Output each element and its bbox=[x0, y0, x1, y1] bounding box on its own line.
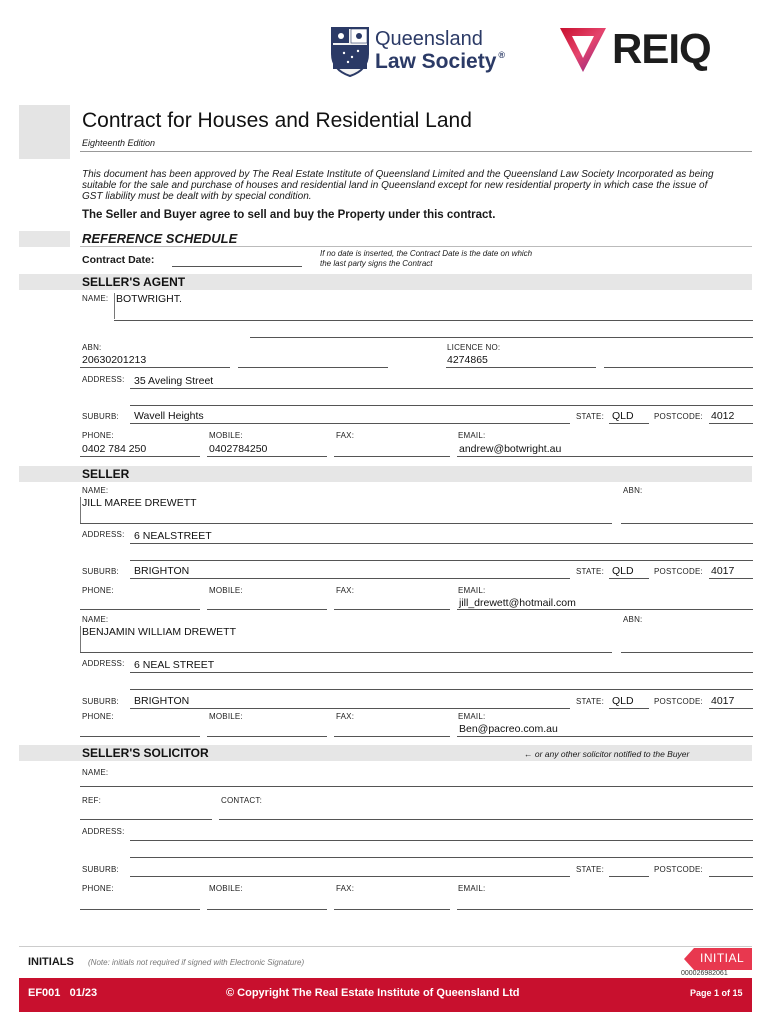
agent-name-label: NAME: bbox=[82, 294, 109, 303]
seller1-state-field[interactable]: QLD bbox=[612, 565, 634, 577]
agent-postcode-field[interactable]: 4012 bbox=[711, 410, 735, 422]
seller1-suburb-field[interactable]: BRIGHTON bbox=[134, 565, 190, 577]
seller1-name-bracket bbox=[80, 497, 81, 523]
document-id: 000026982061 bbox=[681, 970, 728, 977]
agent-state-line bbox=[609, 423, 649, 424]
agent-phone-label: PHONE: bbox=[82, 431, 114, 440]
form-code bbox=[28, 987, 97, 999]
contract-date-field[interactable] bbox=[172, 250, 302, 267]
agent-address-label: ADDRESS: bbox=[82, 375, 125, 384]
seller1-postcode-line bbox=[709, 578, 753, 579]
contract-date-note: If no date is inserted, the Contract Date is the date on which the last party signs the Contract bbox=[320, 249, 533, 268]
solicitor-title: SELLER'S SOLICITOR bbox=[82, 746, 209, 760]
agent-extra-line bbox=[250, 337, 753, 338]
seller2-fax-label: FAX: bbox=[336, 712, 355, 721]
seller2-email-line bbox=[457, 736, 753, 737]
agent-suburb-line bbox=[130, 423, 570, 424]
seller2-phone-line bbox=[80, 736, 200, 737]
qls-registered-mark: ® bbox=[498, 50, 506, 60]
agent-address-line bbox=[130, 388, 753, 389]
seller2-suburb-field[interactable]: BRIGHTON bbox=[134, 695, 190, 707]
seller2-name-label: NAME: bbox=[82, 615, 109, 624]
seller2-email-field[interactable]: Ben@pacreo.com.au bbox=[459, 723, 558, 735]
solicitor-contact-line bbox=[219, 819, 753, 820]
seller1-postcode-field[interactable]: 4017 bbox=[711, 565, 735, 577]
seller1-email-label: EMAIL: bbox=[458, 586, 486, 595]
seller1-mobile-line bbox=[207, 609, 327, 610]
seller1-email-field[interactable]: jill_drewett@hotmail.com bbox=[459, 597, 576, 609]
agent-address-line2 bbox=[130, 405, 753, 406]
seller1-suburb-line bbox=[130, 578, 570, 579]
agent-mobile-label: MOBILE: bbox=[209, 431, 243, 440]
seller2-name-field[interactable]: BENJAMIN WILLIAM DREWETT bbox=[82, 626, 237, 638]
solicitor-phone-label: PHONE: bbox=[82, 884, 114, 893]
agent-name-bracket bbox=[114, 293, 115, 319]
reiq-logo bbox=[558, 24, 758, 74]
sellers-agent-title: SELLER'S AGENT bbox=[82, 275, 186, 289]
seller1-name-label: NAME: bbox=[82, 486, 109, 495]
seller2-abn-label: ABN: bbox=[623, 615, 643, 624]
solicitor-email-label: EMAIL: bbox=[458, 884, 486, 893]
qls-name-line2 bbox=[375, 50, 505, 74]
seller2-state-line bbox=[609, 708, 649, 709]
seller2-postcode-label: POSTCODE: bbox=[654, 697, 703, 706]
qls-name-line1: Queensland bbox=[375, 28, 483, 50]
agree-text: The Seller and Buyer agree to sell and buy the Property under this contract. bbox=[82, 209, 496, 221]
seller2-state-label: STATE: bbox=[576, 697, 605, 706]
form-code-text: EF001 bbox=[28, 987, 61, 999]
agent-postcode-label: POSTCODE: bbox=[654, 412, 703, 421]
solicitor-mobile-label: MOBILE: bbox=[209, 884, 243, 893]
seller2-abn-line bbox=[621, 652, 753, 653]
agent-suburb-label: SUBURB: bbox=[82, 412, 119, 421]
seller1-abn-line bbox=[621, 523, 753, 524]
seller1-address-line bbox=[130, 543, 753, 544]
solicitor-suburb-label: SUBURB: bbox=[82, 865, 119, 874]
seller2-address-line bbox=[130, 672, 753, 673]
agent-suburb-field[interactable]: Wavell Heights bbox=[134, 410, 204, 422]
agent-mobile-field[interactable]: 0402784250 bbox=[209, 443, 268, 455]
seller1-suburb-label: SUBURB: bbox=[82, 567, 119, 576]
seller2-mobile-label: MOBILE: bbox=[209, 712, 243, 721]
initials-top-rule bbox=[19, 946, 752, 947]
solicitor-state-label: STATE: bbox=[576, 865, 605, 874]
qls-name-line2-text: Law Society bbox=[375, 50, 497, 73]
agent-fax-label: FAX: bbox=[336, 431, 355, 440]
seller1-email-line bbox=[457, 609, 753, 610]
solicitor-address-line bbox=[130, 840, 753, 841]
agent-state-label: STATE: bbox=[576, 412, 605, 421]
reference-bar bbox=[19, 231, 70, 247]
agent-abn-label: ABN: bbox=[82, 343, 102, 352]
seller1-abn-label: ABN: bbox=[623, 486, 643, 495]
title-side-bar bbox=[19, 105, 70, 159]
seller2-suburb-line bbox=[130, 708, 570, 709]
seller2-email-label: EMAIL: bbox=[458, 712, 486, 721]
edition-label: Eighteenth Edition bbox=[82, 138, 156, 148]
contract-date-label: Contract Date: bbox=[82, 254, 155, 266]
initial-button[interactable] bbox=[684, 948, 752, 970]
qls-logo bbox=[330, 26, 535, 78]
solicitor-fax-label: FAX: bbox=[336, 884, 355, 893]
solicitor-contact-label: CONTACT: bbox=[221, 796, 263, 805]
solicitor-note: ← or any other solicitor notified to the Buyer bbox=[524, 749, 690, 759]
seller1-phone-line bbox=[80, 609, 200, 610]
solicitor-postcode-label: POSTCODE: bbox=[654, 865, 703, 874]
page-title: Contract for Houses and Residential Land bbox=[82, 109, 472, 132]
title-underline bbox=[80, 151, 752, 152]
seller1-state-label: STATE: bbox=[576, 567, 605, 576]
seller-title: SELLER bbox=[82, 467, 130, 481]
qls-crest-icon bbox=[330, 26, 370, 78]
approval-text: This document has been approved by The Real Estate Institute of Queensland Limited and the Queensland Law Society Incorporated as being suitable for the sale and purchase of houses and residential land in Queensland except for new residential property in which case the issue of GST liability must be dealt with by special condition. bbox=[82, 169, 714, 202]
seller2-address-label: ADDRESS: bbox=[82, 659, 125, 668]
agent-name-field[interactable]: BOTWRIGHT. bbox=[116, 293, 182, 305]
agent-abn-line bbox=[80, 367, 230, 368]
seller2-phone-label: PHONE: bbox=[82, 712, 114, 721]
seller1-state-line bbox=[609, 578, 649, 579]
solicitor-ref-label: REF: bbox=[82, 796, 102, 805]
seller1-name-line bbox=[80, 523, 612, 524]
initial-button-label: INITIAL bbox=[700, 951, 745, 965]
agent-fax-line bbox=[334, 456, 450, 457]
seller2-name-line bbox=[80, 652, 612, 653]
reiq-wordmark: REIQ bbox=[612, 25, 711, 72]
solicitor-address-label: ADDRESS: bbox=[82, 827, 125, 836]
agent-email-line bbox=[457, 456, 753, 457]
seller1-mobile-label: MOBILE: bbox=[209, 586, 243, 595]
seller2-address-field[interactable]: 6 NEAL STREET bbox=[134, 659, 215, 671]
solicitor-ref-line bbox=[80, 819, 212, 820]
agent-state-field[interactable]: QLD bbox=[612, 410, 634, 422]
agent-licence-field[interactable]: 4274865 bbox=[447, 354, 488, 366]
page-number: Page 1 of 15 bbox=[690, 988, 743, 998]
seller2-fax-line bbox=[334, 736, 450, 737]
solicitor-phone-line bbox=[80, 909, 200, 910]
seller1-phone-label: PHONE: bbox=[82, 586, 114, 595]
seller2-state-field[interactable]: QLD bbox=[612, 695, 634, 707]
seller2-suburb-label: SUBURB: bbox=[82, 697, 119, 706]
seller2-postcode-line bbox=[709, 708, 753, 709]
agent-abn-line2 bbox=[238, 367, 388, 368]
solicitor-state-line bbox=[609, 876, 649, 877]
agent-name-line bbox=[114, 320, 753, 321]
seller2-mobile-line bbox=[207, 736, 327, 737]
agent-email-label: EMAIL: bbox=[458, 431, 486, 440]
solicitor-address-line2 bbox=[130, 857, 753, 858]
seller1-fax-label: FAX: bbox=[336, 586, 355, 595]
seller1-postcode-label: POSTCODE: bbox=[654, 567, 703, 576]
solicitor-mobile-line bbox=[207, 909, 327, 910]
initials-label: INITIALS bbox=[28, 956, 74, 968]
solicitor-name-line bbox=[80, 786, 753, 787]
agent-email-field[interactable]: andrew@botwright.au bbox=[459, 443, 562, 455]
reference-title: REFERENCE SCHEDULE bbox=[82, 231, 238, 246]
seller1-fax-line bbox=[334, 609, 450, 610]
solicitor-email-line bbox=[457, 909, 753, 910]
initials-note: (Note: initials not required if signed with Electronic Signature) bbox=[88, 958, 305, 967]
solicitor-postcode-line bbox=[709, 876, 753, 877]
seller1-address-line2 bbox=[130, 560, 753, 561]
agent-postcode-line bbox=[709, 423, 753, 424]
seller1-address-label: ADDRESS: bbox=[82, 530, 125, 539]
agent-licence-label: LICENCE NO: bbox=[447, 343, 501, 352]
agent-licence-line bbox=[446, 367, 596, 368]
seller1-address-field[interactable]: 6 NEALSTREET bbox=[134, 530, 212, 542]
agent-licence-line2 bbox=[604, 367, 753, 368]
agent-abn-field[interactable]: 20630201213 bbox=[82, 354, 147, 366]
seller1-name-field[interactable]: JILL MAREE DREWETT bbox=[82, 497, 197, 509]
form-date-text: 01/23 bbox=[69, 987, 98, 999]
agent-phone-line bbox=[80, 456, 200, 457]
reiq-triangle-icon bbox=[558, 24, 608, 74]
seller2-postcode-field[interactable]: 4017 bbox=[711, 695, 735, 707]
agent-phone-field[interactable]: 0402 784 250 bbox=[82, 443, 147, 455]
solicitor-fax-line bbox=[334, 909, 450, 910]
seller2-address-line2 bbox=[130, 689, 753, 690]
agent-address-field[interactable]: 35 Aveling Street bbox=[134, 375, 214, 387]
copyright-text: © Copyright The Real Estate Institute of Queensland Ltd bbox=[226, 987, 520, 999]
solicitor-suburb-line bbox=[130, 876, 570, 877]
agent-mobile-line bbox=[207, 456, 327, 457]
reference-underline bbox=[80, 246, 752, 247]
seller2-name-bracket bbox=[80, 626, 81, 652]
solicitor-name-label: NAME: bbox=[82, 768, 109, 777]
